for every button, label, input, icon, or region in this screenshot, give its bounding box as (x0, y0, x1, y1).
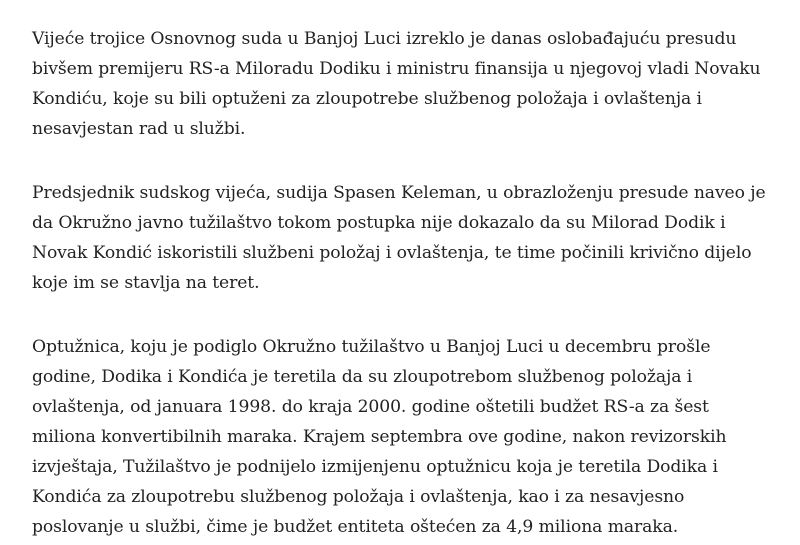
text-line: Optužnica, koju je podiglo Okružno tužilaštvo u Banjoj Luci u decembru prošle (32, 337, 711, 357)
text-line: poslovanje u službi, čime je budžet entiteta oštećen za 4,9 miliona maraka. (32, 517, 679, 537)
paragraph-verdict (32, 24, 772, 144)
article-body (32, 24, 772, 542)
text-line: nesavjestan rad u službi. (32, 119, 246, 139)
paragraph-indictment (32, 332, 772, 542)
text-line: Novak Kondić iskoristili službeni položaj i ovlaštenja, te time počinili krivično dijelo (32, 243, 752, 263)
text-line: koje im se stavlja na teret. (32, 273, 260, 293)
text-line: izvještaja, Tužilaštvo je podnijelo izmijenjenu optužnicu koja je teretila Dodika i (32, 457, 718, 477)
paragraph-reasoning (32, 178, 772, 298)
text-line: ovlaštenja, od januara 1998. do kraja 2000. godine oštetili budžet RS-a za šest (32, 397, 709, 417)
text-line: Vijeće trojice Osnovnog suda u Banjoj Luci izreklo je danas oslobađajuću presudu (32, 29, 737, 49)
text-line: miliona konvertibilnih maraka. Krajem septembra ove godine, nakon revizorskih (32, 427, 727, 447)
text-line: Kondića za zloupotrebu službenog položaja i ovlaštenja, kao i za nesavjesno (32, 487, 685, 507)
text-line: Predsjednik sudskog vijeća, sudija Spasen Keleman, u obrazloženju presude naveo je (32, 183, 766, 203)
text-line: Kondiću, koje su bili optuženi za zloupotrebe službenog položaja i ovlaštenja i (32, 89, 702, 109)
text-line: bivšem premijeru RS-a Miloradu Dodiku i ministru finansija u njegovoj vladi Novaku (32, 59, 761, 79)
text-line: godine, Dodika i Kondića je teretila da su zloupotrebom službenog položaja i (32, 367, 693, 387)
text-line: da Okružno javno tužilaštvo tokom postupka nije dokazalo da su Milorad Dodik i (32, 213, 726, 233)
